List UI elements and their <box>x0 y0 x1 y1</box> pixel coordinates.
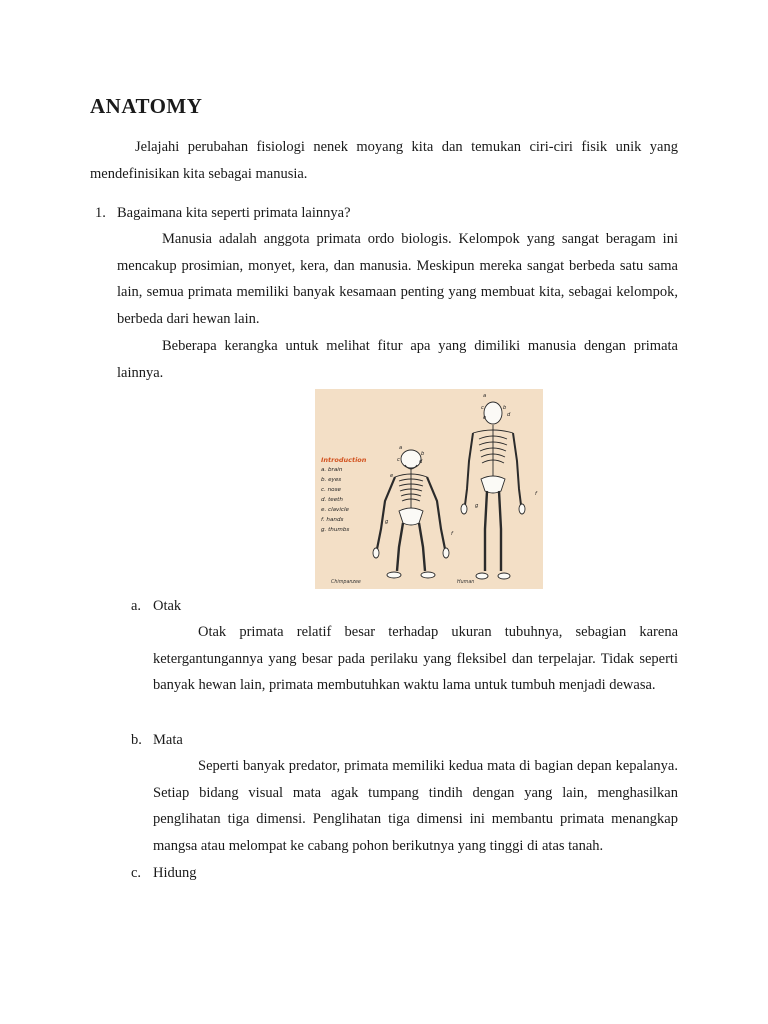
legend-item: b. eyes <box>321 477 342 483</box>
skeleton-illustration <box>315 389 543 589</box>
subsection-paragraph: Otak primata relatif besar terhadap ukuran tubuhnya, sebagian karena ketergantungannya yang besar pada perilaku yang fleksibel dan terpelajar. Tidak seperti banyak hewan lain, primata membutuhkan waktu lama untuk tumbuh menjadi dewasa. <box>153 624 678 693</box>
legend-item: d. teeth <box>321 497 343 503</box>
marker-label: d <box>507 412 511 418</box>
marker-label: g <box>475 503 479 509</box>
legend-item: f. hands <box>321 517 344 523</box>
marker-label: e <box>390 473 394 479</box>
marker-label: f <box>451 531 453 537</box>
human-label: Human <box>457 580 475 585</box>
marker-label: g <box>385 519 389 525</box>
legend-item: g. thumbs <box>321 527 350 533</box>
marker-label: e <box>483 415 487 421</box>
marker-label: a <box>399 445 403 451</box>
chimpanzee-label: Chimpanzee <box>331 580 361 585</box>
marker-label: f <box>535 491 537 497</box>
legend-item: e. clavicle <box>321 507 349 513</box>
marker-label: c <box>481 405 484 411</box>
subsection-title: Hidung <box>153 865 197 881</box>
marker-label: c <box>397 457 400 463</box>
section-paragraph: Manusia adalah anggota primata ordo biologis. Kelompok yang sangat beragam ini mencakup prosimian, monyet, kera, dan manusia. Meskipun mereka sangat berbeda satu sama lain, semua primata memiliki banyak kesamaan penting yang membuat kita, sebagai kelompok, berbeda dari hewan lain. <box>117 231 678 327</box>
marker-label: b <box>421 451 425 457</box>
legend-item: a. brain <box>321 467 343 473</box>
subsection-title: Otak <box>153 598 182 614</box>
skeleton-figure <box>315 389 543 589</box>
subsection-marker: b. <box>131 732 142 748</box>
page-title: ANATOMY <box>90 94 203 118</box>
section-heading: Bagaimana kita seperti primata lainnya? <box>117 205 351 221</box>
intro-paragraph: Jelajahi perubahan fisiologi nenek moyang kita dan temukan ciri-ciri fisik unik yang mendefinisikan kita sebagai manusia. <box>90 139 678 182</box>
marker-label: b <box>503 405 507 411</box>
marker-label: d <box>419 459 423 465</box>
legend-title: Introduction <box>321 456 367 464</box>
subsection-paragraph: Seperti banyak predator, primata memiliki kedua mata di bagian depan kepalanya. Setiap bidang visual mata agak tumpang tindih dengan yang lain, menghasilkan penglihatan tiga dimensi. Penglihatan tiga dimensi ini membantu primata menangkap mangsa atau melompat ke cabang pohon berikutnya yang tinggi di atas tanah. <box>153 758 678 854</box>
section-number: 1. <box>95 205 106 221</box>
subsection-marker: a. <box>131 598 142 614</box>
marker-label: a <box>483 393 487 399</box>
section-paragraph: Beberapa kerangka untuk melihat fitur apa yang dimiliki manusia dengan primata lainnya. <box>117 338 678 381</box>
subsection-marker: c. <box>131 865 142 881</box>
subsection-title: Mata <box>153 732 183 748</box>
legend-item: c. nose <box>321 487 341 493</box>
